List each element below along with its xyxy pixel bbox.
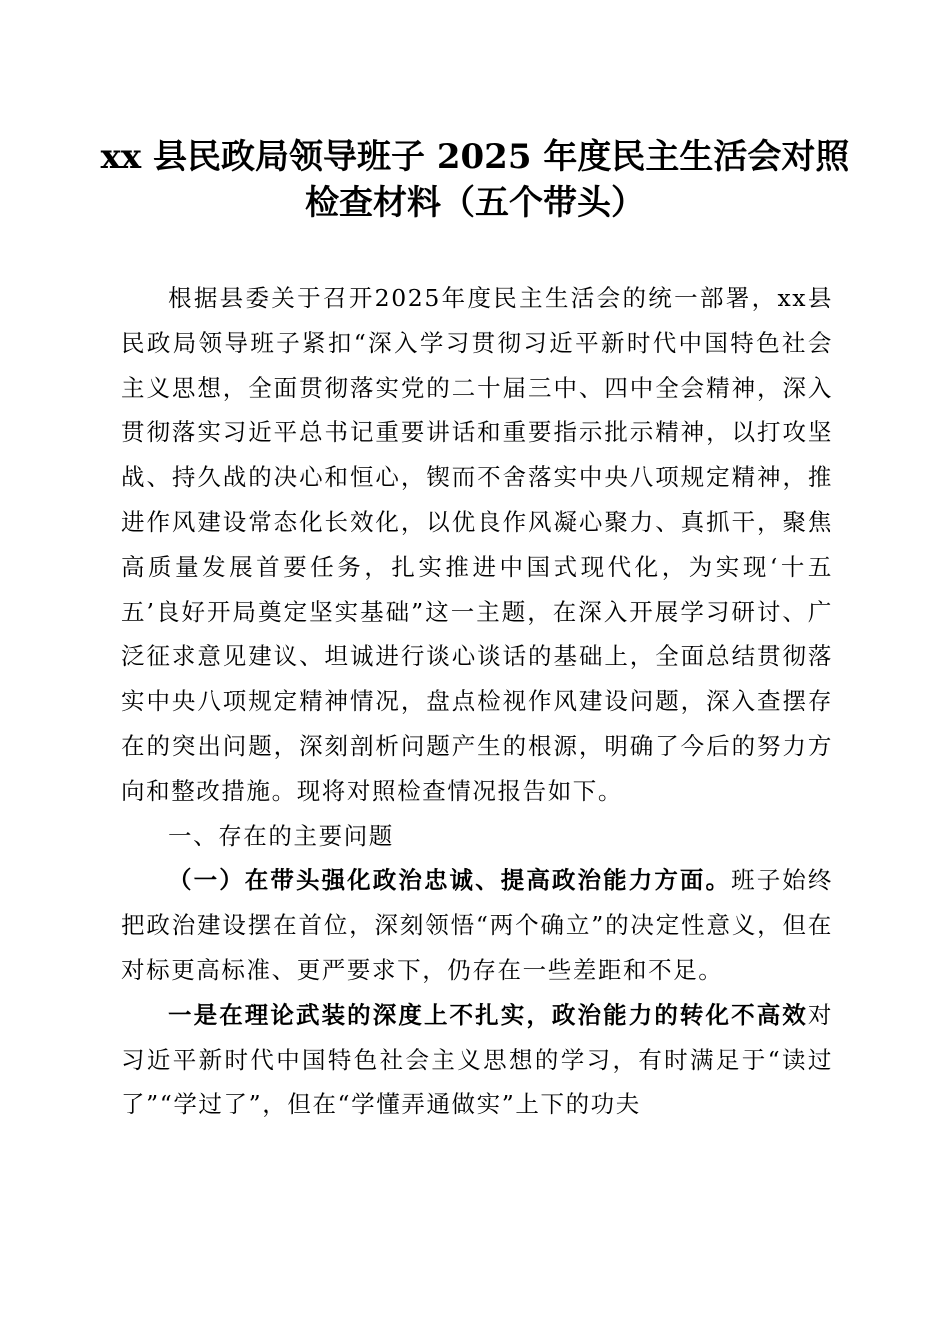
point-theory-study <box>121 993 833 1127</box>
document-title: xx 县民政局领导班子 2025 年度民主生活会对照检查材料（五个带头） <box>100 137 850 223</box>
subsection-political-loyalty <box>121 858 833 992</box>
point-text: 对习近平新时代中国特色社会主义思想的学习，有时满足于“读过了”“学过了”，但在“学懂弄通做实”上下的功夫 <box>121 1000 833 1119</box>
subsection-text: 班子始终把政治建设摆在首位，深刻领悟“两个确立”的决定性意义，但在对标更高标准、更严要求下，仍存在一些差距和不足。 <box>121 866 833 984</box>
point-lead: 一是在理论武装的深度上不扎实，政治能力的转化不高效 <box>168 1000 808 1029</box>
subsection-lead: （一）在带头强化政治忠诚、提高政治能力方面。 <box>168 866 732 895</box>
intro-paragraph: 根据县委关于召开2025年度民主生活会的统一部署，xx县民政局领导班子紧扣“深入学习贯彻习近平新时代中国特色社会主义思想，全面贯彻落实党的二十届三中、四中全会精神，深入贯彻落实习近平总书记重要讲话和重要指示批示精神，以打攻坚战、持久战的决心和恒心，锲而不舍落实中央八项规定精神，推进作风建设常态化长效化，以优良作风凝心聚力、真抓干，聚焦高质量发展首要任务，扎实推进中国式现代化，为实现‘十五五’良好开局奠定坚实基础”这一主题，在深入开展学习研讨、广泛征求意见建议、坦诚进行谈心谈话的基础上，全面总结贯彻落实中央八项规定精神情况，盘点检视作风建设问题，深入查摆存在的突出问题，深刻剖析问题产生的根源，明确了今后的努力方向和整改措施。现将对照检查情况报告如下。 <box>121 284 833 805</box>
section-heading-main-problems: 一、存在的主要问题 <box>168 821 394 850</box>
document-body <box>121 276 833 1127</box>
